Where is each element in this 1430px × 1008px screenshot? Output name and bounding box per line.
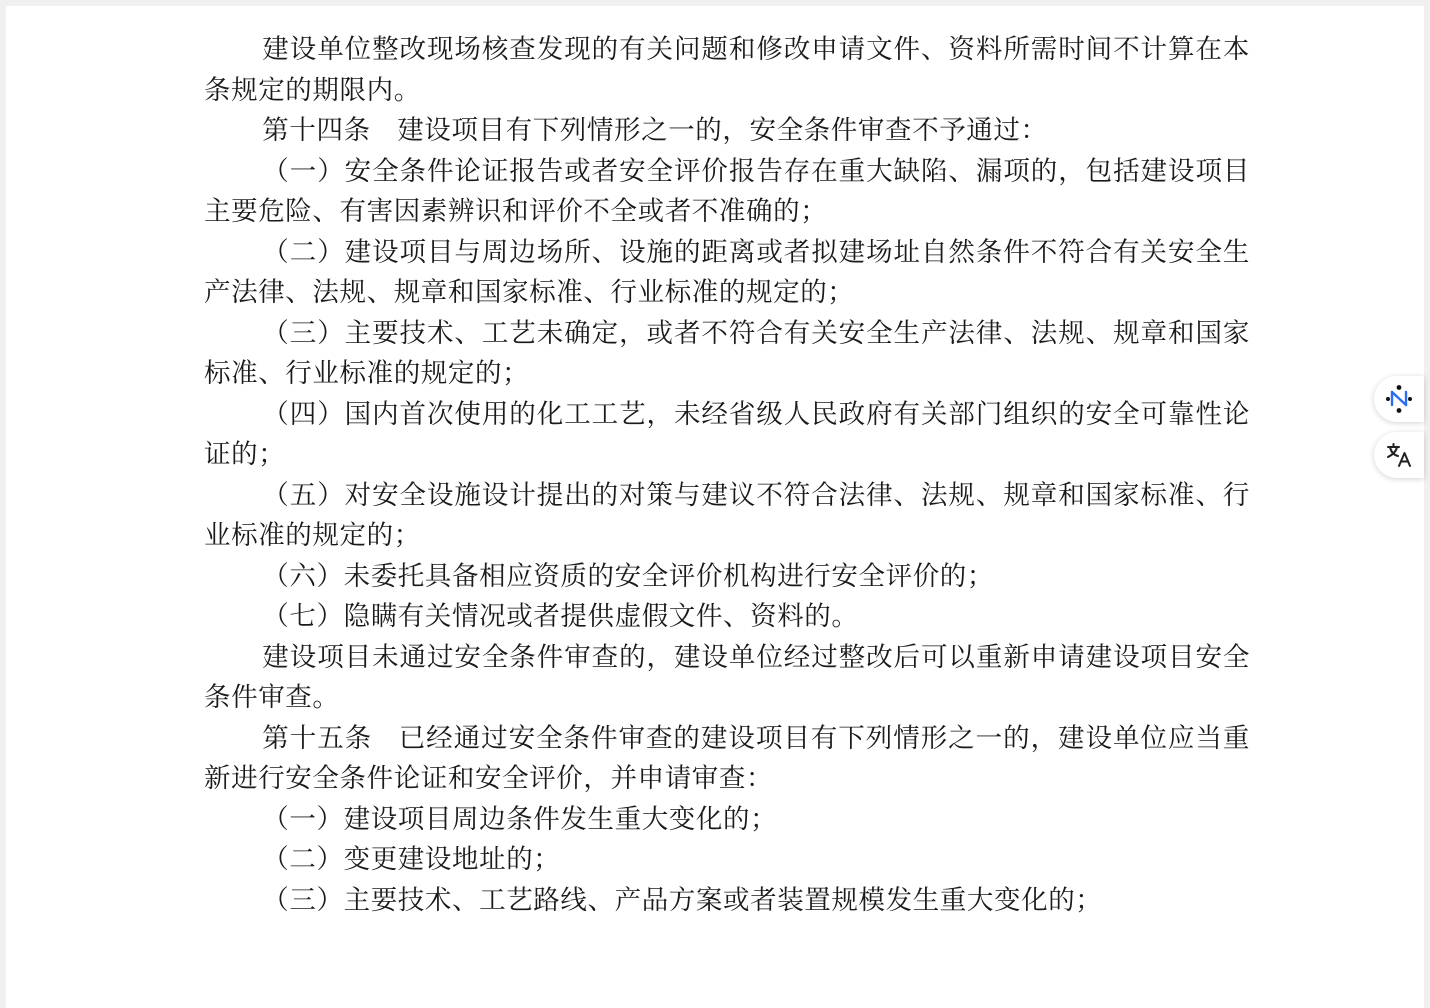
article-heading: 第十五条: [262, 722, 373, 754]
article-heading: 第十四条: [262, 115, 371, 146]
ai-network-icon: [1384, 384, 1414, 414]
translate-button[interactable]: [1374, 432, 1424, 478]
list-item: （五）对安全设施设计提出的对策与建议不符合法律、法规、规章和国家标准、行业标准的规定的；: [204, 479, 1250, 551]
list-item: （六）未委托具备相应资质的安全评价机构进行安全评价的；: [262, 560, 994, 592]
paragraph: 建设项目未通过安全条件审查的，建设单位经过整改后可以重新申请建设项目安全条件审查。: [204, 641, 1250, 713]
document-body: [204, 30, 1250, 921]
list-item: （一）建设项目周边条件发生重大变化的；: [262, 803, 778, 835]
list-item: （二）变更建设地址的；: [262, 844, 561, 875]
document-page: [6, 6, 1424, 1008]
paragraph: 建设单位整改现场核查发现的有关问题和修改申请文件、资料所需时间不计算在本条规定的期限内。: [204, 34, 1250, 106]
list-item: （三）主要技术、工艺路线、产品方案或者装置规模发生重大变化的；: [262, 884, 1103, 916]
ai-assistant-button[interactable]: [1374, 376, 1424, 422]
list-item: （四）国内首次使用的化工工艺，未经省级人民政府有关部门组织的安全可靠性论证的；: [204, 398, 1250, 470]
list-item: （三）主要技术、工艺未确定，或者不符合有关安全生产法律、法规、规章和国家标准、行业标准的规定的；: [204, 317, 1250, 389]
side-toolbar: [1366, 376, 1424, 488]
translate-icon: [1386, 442, 1412, 468]
list-item: （七）隐瞒有关情况或者提供虚假文件、资料的。: [262, 601, 859, 632]
article-15-paragraph: 第十五条 已经通过安全条件审查的建设项目有下列情形之一的，建设单位应当重新进行安全条件论证和安全评价，并申请审查：: [204, 722, 1250, 794]
list-item: （二）建设项目与周边场所、设施的距离或者拟建场址自然条件不符合有关安全生产法律、法规、规章和国家标准、行业标准的规定的；: [204, 236, 1250, 308]
list-item: （一）安全条件论证报告或者安全评价报告存在重大缺陷、漏项的，包括建设项目主要危险、有害因素辨识和评价不全或者不准确的；: [204, 155, 1250, 227]
article-14-paragraph: 第十四条 建设项目有下列情形之一的，安全条件审查不予通过：: [262, 115, 1048, 146]
